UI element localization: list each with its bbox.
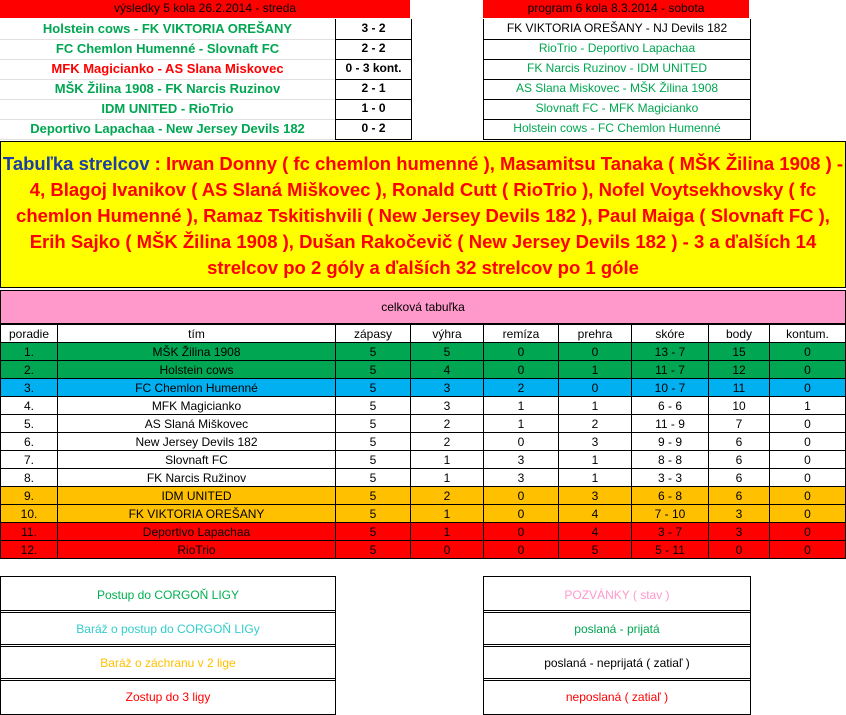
cell-team: Deportivo Lapachaa (58, 523, 336, 541)
cell-drawn: 0 (484, 505, 559, 523)
result-score: 3 - 2 (335, 19, 412, 40)
cell-lost: 4 (559, 523, 632, 541)
cell-score: 9 - 9 (632, 433, 709, 451)
cell-won: 1 (411, 523, 484, 541)
cell-rank: 1. (1, 343, 58, 361)
cell-lost: 3 (559, 487, 632, 505)
cell-won: 1 (411, 505, 484, 523)
cell-points: 6 (709, 469, 770, 487)
cell-team: FK Narcis Ružinov (58, 469, 336, 487)
zone-legend-item: Baráž o postup do CORGOŇ LIGy (0, 610, 336, 647)
result-match: Holstein cows - FK VIKTORIA OREŠANY (0, 19, 335, 40)
cell-team: New Jersey Devils 182 (58, 433, 336, 451)
cell-rank: 11. (1, 523, 58, 541)
cell-lost: 5 (559, 541, 632, 559)
result-match: MŠK Žilina 1908 - FK Narcis Ruzinov (0, 79, 335, 100)
cell-team: Holstein cows (58, 361, 336, 379)
cell-team: Slovnaft FC (58, 451, 336, 469)
cell-points: 6 (709, 451, 770, 469)
standings-row (1, 379, 846, 397)
cell-score: 10 - 7 (632, 379, 709, 397)
standings-row (1, 523, 846, 541)
zone-legend-item: Zostup do 3 ligy (0, 678, 336, 715)
result-score: 2 - 2 (335, 39, 412, 60)
cell-won: 2 (411, 415, 484, 433)
program-match: FK VIKTORIA OREŠANY - NJ Devils 182 (483, 19, 751, 40)
cell-score: 8 - 8 (632, 451, 709, 469)
cell-drawn: 0 (484, 523, 559, 541)
cell-forfeit: 0 (770, 433, 846, 451)
cell-won: 1 (411, 451, 484, 469)
col-header-rank: poradie (1, 325, 58, 343)
result-score: 0 - 3 kont. (335, 59, 412, 80)
cell-team: FC Chemlon Humenné (58, 379, 336, 397)
zone-legend-item: Baráž o záchranu v 2 lige (0, 644, 336, 681)
cell-lost: 1 (559, 361, 632, 379)
cell-lost: 1 (559, 397, 632, 415)
cell-drawn: 1 (484, 415, 559, 433)
cell-won: 5 (411, 343, 484, 361)
cell-lost: 3 (559, 433, 632, 451)
standings-row (1, 361, 846, 379)
cell-forfeit: 0 (770, 469, 846, 487)
standings-row (1, 397, 846, 415)
standings-header-row (1, 325, 846, 343)
standings-row (1, 487, 846, 505)
cell-forfeit: 0 (770, 343, 846, 361)
result-match: Deportivo Lapachaa - New Jersey Devils 182 (0, 119, 335, 140)
cell-points: 3 (709, 505, 770, 523)
cell-forfeit: 0 (770, 415, 846, 433)
cell-played: 5 (336, 541, 411, 559)
cell-team: MFK Magicianko (58, 397, 336, 415)
standings-row (1, 451, 846, 469)
cell-score: 11 - 7 (632, 361, 709, 379)
standings-row (1, 433, 846, 451)
cell-lost: 4 (559, 505, 632, 523)
cell-drawn: 0 (484, 343, 559, 361)
cell-rank: 7. (1, 451, 58, 469)
results-header: výsledky 5 kola 26.2.2014 - streda (0, 0, 410, 18)
col-header-score: skóre (632, 325, 709, 343)
standings-row (1, 415, 846, 433)
cell-team: FK VIKTORIA OREŠANY (58, 505, 336, 523)
invitation-legend-item: POZVÁNKY ( stav ) (483, 576, 751, 613)
cell-won: 3 (411, 397, 484, 415)
cell-forfeit: 0 (770, 451, 846, 469)
cell-team: AS Slaná Miškovec (58, 415, 336, 433)
col-header-played: zápasy (336, 325, 411, 343)
cell-points: 15 (709, 343, 770, 361)
result-match: IDM UNITED - RioTrio (0, 99, 335, 120)
cell-played: 5 (336, 361, 411, 379)
cell-forfeit: 0 (770, 487, 846, 505)
cell-drawn: 1 (484, 397, 559, 415)
cell-team: RioTrio (58, 541, 336, 559)
cell-forfeit: 0 (770, 505, 846, 523)
invitation-legend-item: poslaná - prijatá (483, 610, 751, 647)
cell-rank: 10. (1, 505, 58, 523)
cell-score: 3 - 7 (632, 523, 709, 541)
standings-row (1, 541, 846, 559)
result-match: FC Chemlon Humenné - Slovnaft FC (0, 39, 335, 60)
top-scorers-panel (0, 141, 846, 288)
invitation-legend-item: poslaná - neprijatá ( zatiaľ ) (483, 644, 751, 681)
program-match: Slovnaft FC - MFK Magicianko (483, 99, 751, 120)
cell-lost: 0 (559, 343, 632, 361)
result-score: 2 - 1 (335, 79, 412, 100)
cell-forfeit: 0 (770, 523, 846, 541)
cell-rank: 12. (1, 541, 58, 559)
standings-title: celková tabuľka (0, 290, 846, 324)
cell-score: 3 - 3 (632, 469, 709, 487)
cell-lost: 1 (559, 451, 632, 469)
program-header: program 6 kola 8.3.2014 - sobota (483, 0, 749, 18)
cell-rank: 9. (1, 487, 58, 505)
cell-rank: 4. (1, 397, 58, 415)
program-match: Holstein cows - FC Chemlon Humenné (483, 119, 751, 140)
program-match: RioTrio - Deportivo Lapachaa (483, 39, 751, 60)
cell-drawn: 3 (484, 451, 559, 469)
cell-lost: 1 (559, 469, 632, 487)
cell-won: 2 (411, 433, 484, 451)
cell-points: 11 (709, 379, 770, 397)
result-score: 1 - 0 (335, 99, 412, 120)
cell-points: 7 (709, 415, 770, 433)
standings-row (1, 343, 846, 361)
cell-score: 13 - 7 (632, 343, 709, 361)
cell-played: 5 (336, 523, 411, 541)
cell-drawn: 0 (484, 541, 559, 559)
cell-forfeit: 1 (770, 397, 846, 415)
col-header-lost: prehra (559, 325, 632, 343)
col-header-forfeit: kontum. (770, 325, 846, 343)
cell-team: IDM UNITED (58, 487, 336, 505)
cell-rank: 5. (1, 415, 58, 433)
cell-won: 2 (411, 487, 484, 505)
cell-played: 5 (336, 451, 411, 469)
standings-row (1, 469, 846, 487)
cell-score: 7 - 10 (632, 505, 709, 523)
cell-played: 5 (336, 415, 411, 433)
cell-drawn: 3 (484, 469, 559, 487)
cell-rank: 2. (1, 361, 58, 379)
cell-points: 10 (709, 397, 770, 415)
cell-lost: 2 (559, 415, 632, 433)
cell-won: 1 (411, 469, 484, 487)
cell-won: 4 (411, 361, 484, 379)
cell-played: 5 (336, 343, 411, 361)
cell-played: 5 (336, 379, 411, 397)
cell-played: 5 (336, 469, 411, 487)
cell-played: 5 (336, 433, 411, 451)
cell-rank: 3. (1, 379, 58, 397)
col-header-won: výhra (411, 325, 484, 343)
cell-score: 11 - 9 (632, 415, 709, 433)
standings-table (0, 324, 846, 559)
cell-rank: 6. (1, 433, 58, 451)
top-scorers-label: Tabuľka strelcov (2, 153, 150, 174)
cell-points: 12 (709, 361, 770, 379)
invitation-legend-item: neposlaná ( zatiaľ ) (483, 678, 751, 715)
col-header-drawn: remíza (484, 325, 559, 343)
cell-won: 0 (411, 541, 484, 559)
cell-forfeit: 0 (770, 361, 846, 379)
cell-drawn: 0 (484, 433, 559, 451)
cell-lost: 0 (559, 379, 632, 397)
col-header-points: body (709, 325, 770, 343)
cell-forfeit: 0 (770, 379, 846, 397)
cell-points: 6 (709, 487, 770, 505)
cell-forfeit: 0 (770, 541, 846, 559)
top-scorers-text: : Irwan Donny ( fc chemlon humenné ), Masamitsu Tanaka ( MŠK Žilina 1908 ) - 4, Blagoj Ivanikov ( AS Slaná Miškovec ), Ronald Cutt ( RioTrio ), Nofel Voytsekhovsky ( fc chemlon Humenné ), Ramaz Tskitishvili ( New Jersey Devils 182 ), Paul Maiga ( Slovnaft FC ), Erih Sajko ( MŠK Žilina 1908 ), Dušan Rakočevič ( New Jersey Devils 182 ) - 3 a ďalších 14 strelcov po 2 góly a ďalších 32 strelcov po 1 góle (16, 153, 844, 278)
cell-drawn: 0 (484, 487, 559, 505)
cell-drawn: 0 (484, 361, 559, 379)
program-match: AS Slana Miskovec - MŠK Žilina 1908 (483, 79, 751, 100)
cell-rank: 8. (1, 469, 58, 487)
program-match: FK Narcis Ruzinov - IDM UNITED (483, 59, 751, 80)
cell-points: 0 (709, 541, 770, 559)
cell-team: MŠK Žilina 1908 (58, 343, 336, 361)
cell-won: 3 (411, 379, 484, 397)
result-score: 0 - 2 (335, 119, 412, 140)
cell-points: 6 (709, 433, 770, 451)
cell-score: 5 - 11 (632, 541, 709, 559)
cell-score: 6 - 6 (632, 397, 709, 415)
col-header-team: tím (58, 325, 336, 343)
cell-score: 6 - 8 (632, 487, 709, 505)
cell-played: 5 (336, 505, 411, 523)
cell-played: 5 (336, 487, 411, 505)
result-match: MFK Magicianko - AS Slana Miskovec (0, 59, 335, 80)
cell-played: 5 (336, 397, 411, 415)
cell-points: 3 (709, 523, 770, 541)
cell-drawn: 2 (484, 379, 559, 397)
standings-row (1, 505, 846, 523)
zone-legend-item: Postup do CORGOŇ LIGY (0, 576, 336, 613)
